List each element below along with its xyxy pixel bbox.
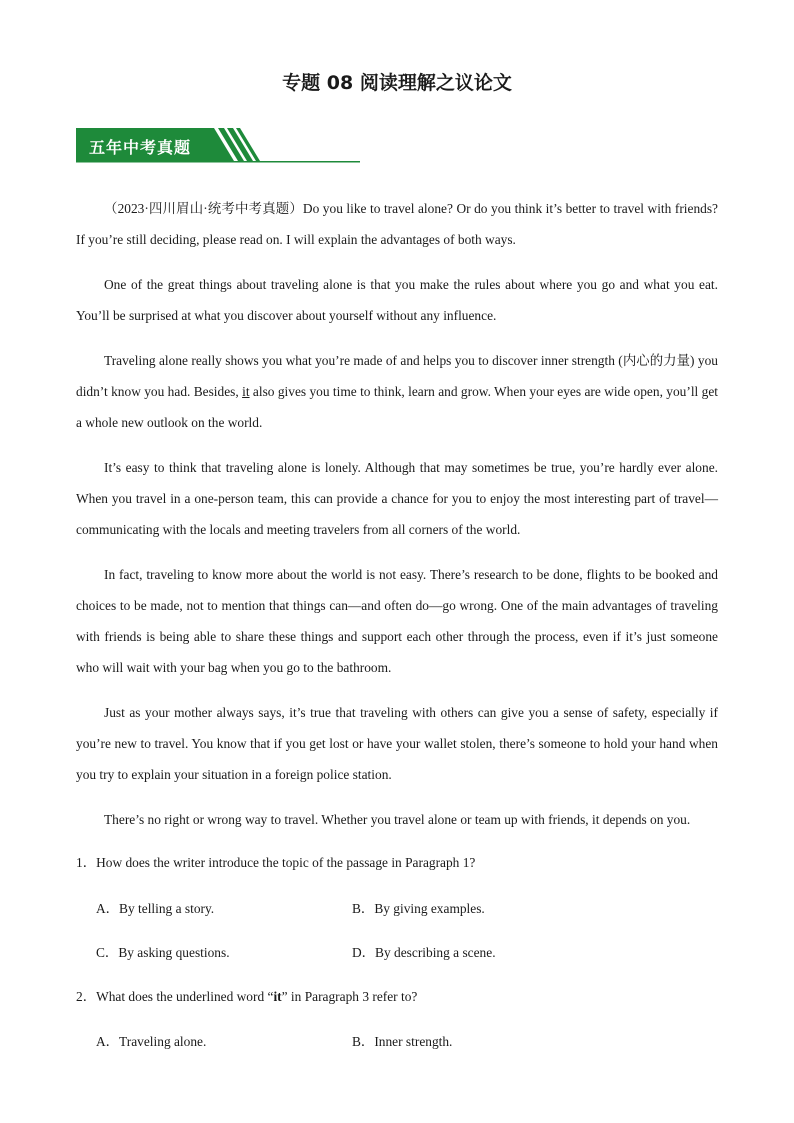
paragraph-7: There’s no right or wrong way to travel. Whether you travel alone or team up with friends, it depends on you. xyxy=(104,812,691,827)
paragraph-1-text: Do you like to travel alone? Or do you think it’s better to travel with friends? If you’re still deciding, please read on. I will explain the advantages of both ways. xyxy=(76,201,718,247)
underlined-word: it xyxy=(242,384,250,399)
question-1-option-c[interactable]: C．By asking questions. xyxy=(96,945,230,960)
question-2-stem xyxy=(76,986,718,1005)
source-tag: （2023·四川眉山·统考中考真题） xyxy=(104,201,303,216)
page-title: 专题 08 阅读理解之议论文 xyxy=(282,72,512,94)
question-1-option-b[interactable]: B．By giving examples. xyxy=(352,901,485,916)
section-banner xyxy=(76,128,360,164)
question-2-stem-b: ” in Paragraph 3 refer to? xyxy=(281,989,418,1004)
paragraph-3-text-a: Traveling alone really shows you what you’re made of and helps you to discover inner strength (内心的力量) you didn’t know you had. Besides, xyxy=(76,353,718,399)
paragraph-3-text-b: also gives you time to think, learn and grow. When your eyes are wide open, you’ll get a whole new outlook on the world. xyxy=(76,384,718,430)
question-1-stem: 1．How does the writer introduce the topic of the passage in Paragraph 1? xyxy=(76,855,476,870)
banner-label: 五年中考真题 xyxy=(89,138,192,157)
reading-passage xyxy=(76,193,718,849)
question-2-option-a[interactable]: A．Traveling alone. xyxy=(96,1034,207,1049)
question-1-option-a[interactable]: A．By telling a story. xyxy=(96,901,215,916)
question-1-option-d[interactable]: D．By describing a scene. xyxy=(352,945,496,960)
paragraph-4: It’s easy to think that traveling alone is lonely. Although that may sometimes be true, you’re hardly ever alone. When you travel in a one-person team, this can provide a chance for you to enjoy the most interesting part of travel—communicating with the locals and meeting travelers from all corners of the world. xyxy=(76,460,718,537)
paragraph-6: Just as your mother always says, it’s true that traveling with others can give you a sense of safety, especially if you’re new to travel. You know that if you get lost or have your wallet stolen, there’s someone to hold your hand when you try to explain your situation in a foreign police station. xyxy=(76,705,718,782)
paragraph-3 xyxy=(76,345,718,438)
question-2-stem-a: 2．What does the underlined word “ xyxy=(76,989,274,1004)
paragraph-5: In fact, traveling to know more about the world is not easy. There’s research to be done, flights to be booked and choices to be made, not to mention that things can—and often do—go wrong. One of the main advantages of traveling with friends is being able to share these things and support each other through the process, even if it’s just someone who will wait with your bag when you go to the bathroom. xyxy=(76,567,718,675)
question-2-keyword: it xyxy=(273,989,282,1004)
paragraph-1 xyxy=(76,193,718,255)
paragraph-2: One of the great things about traveling alone is that you make the rules about where you go and what you eat. You’ll be surprised at what you discover about yourself without any influence. xyxy=(76,277,718,323)
question-2-option-b[interactable]: B．Inner strength. xyxy=(352,1034,453,1049)
